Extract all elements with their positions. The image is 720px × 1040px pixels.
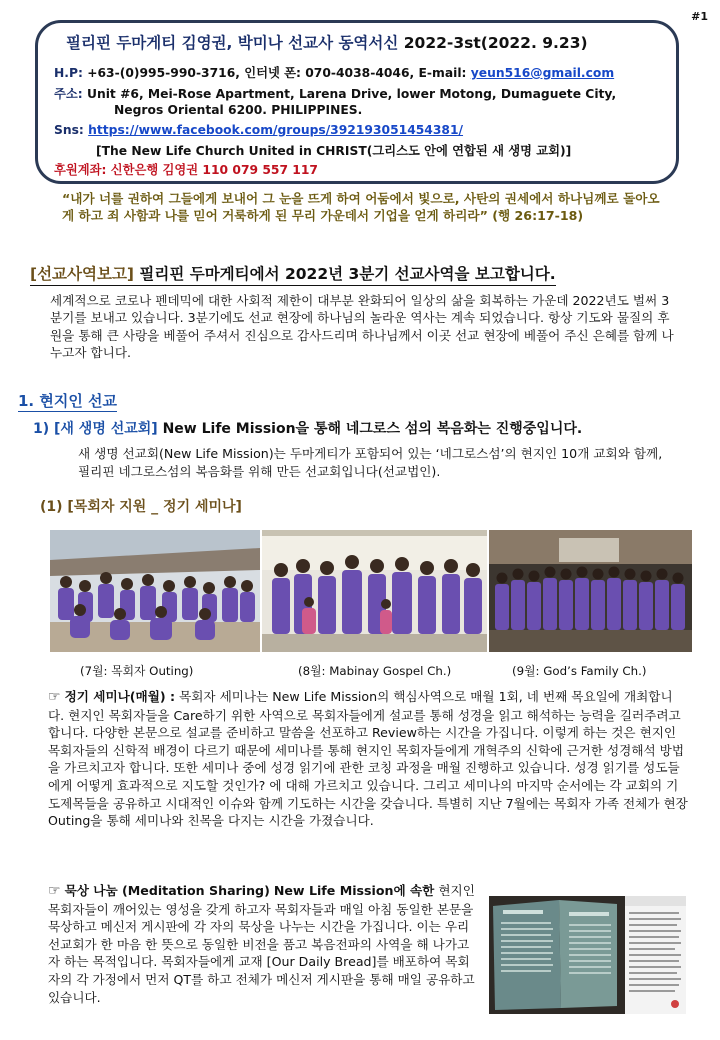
- account-value: 신한은행 김영권 110 079 557 117: [110, 163, 318, 177]
- meditation-title: 묵상 나눔 (Meditation Sharing): [64, 883, 270, 898]
- photo-caption-outing: (7월: 목회자 Outing): [80, 664, 194, 678]
- address-label: 주소:: [54, 87, 83, 101]
- subsection-description: 새 생명 선교회(New Life Mission)는 두마게티가 포함되어 있는 ‘네그로스섬’의 현지인 10개 교회와 함께, 필리핀 네그로스섬의 복음화를 위해 만든 선교회입니다(선교법인).: [78, 446, 663, 479]
- bible-verse: “내가 너를 권하여 그들에게 보내어 그 눈을 뜨게 하여 어둠에서 빛으로, 사탄의 권세에서 하나님께로 돌아오게 하고 죄 사함과 나를 믿어 거룩하게 된 무리 가운데서 기업을 얻게 하리라” (행 26:17-18): [62, 191, 660, 223]
- subsection-heading-seminar: (1) [목회자 지원 _ 정기 세미나]: [40, 499, 242, 515]
- meditation-title-tail: New Life Mission에 속한: [273, 883, 435, 898]
- contact-line: [54, 63, 614, 81]
- address-line-1: Unit #6, Mei-Rose Apartment, Larena Drive, lower Motong, Dumaguete City,: [86, 87, 617, 101]
- seminar-title: 정기 세미나(매월) :: [64, 689, 176, 704]
- seminar-text: 목회자 세미나는 New Life Mission의 핵심사역으로 매월 1회, 네 번째 목요일에 개최합니다. 현지인 목회자들을 Care하기 위한 사역으로 목회자들에게 설교를 통해 성경을 읽고 해석하는 능력을 길러주려고 합니다. 다양한 본문으로 설교를 준비하고 말씀을 선포하고 Review하는 시간을 가집니다. 이렇게 하는 것은 현지인 목회자들의 신학적 배경이 다르기 때문에 세미나를 통해 현지인 목회자들에게 개혁주의 신학에 근거한 성경해석 방법을 가르치고자 합니다. 또한 세미나 중에 성경 읽기에 관한 코칭 과정을 매월 진행하고 있습니다. 성경 읽기를 성도들에게 어떻게 효과적으로 지도할 것인가? 에 대해 가르치고 있습니다. 그리고 세미나의 마지막 순서에는 각 교회의 기도제목들을 공유하고 시대적인 이슈와 함께 기도하는 시간을 갖습니다. 특별히 지난 7월에는 목회자 가족 전체가 현장 Outing을 통해 세미나와 친목을 다지는 시간을 가졌습니다.: [48, 689, 688, 829]
- photo-caption-gods-family: (9월: God’s Family Ch.): [512, 664, 647, 678]
- report-title: [30, 262, 556, 286]
- letter-title-text: 필리핀 두마게티 김영권, 박미나 선교사 동역서신: [66, 34, 399, 52]
- letter-date: 2022-3st(2022. 9.23): [403, 34, 588, 52]
- photo-caption-mabinay: (8월: Mabinay Gospel Ch.): [298, 664, 452, 678]
- sns-label: Sns:: [54, 123, 84, 137]
- photo-mabinay-gospel-church: [262, 530, 487, 652]
- subsection-heading-new-life-mission: [33, 418, 582, 438]
- report-tag: [선교사역보고]: [30, 265, 135, 283]
- sns-link[interactable]: https://www.facebook.com/groups/392193051454381/: [88, 123, 464, 137]
- report-title-text: 필리핀 두마게티에서 2022년 3분기 선교사역을 보고합니다.: [139, 265, 556, 283]
- meditation-text: 현지인 목회자들이 깨어있는 영성을 갖게 하고자 목회자들과 매일 아침 동일한 본문을 묵상하고 메신저 게시판에 각 자의 묵상을 나누는 시간을 가집니다. 이는 우리 선교회가 한 마음 한 뜻으로 동일한 비전을 품고 복음전파의 사역을 해 나가고자 하는 목적입니다. 목회자들에게 교재 [Our Daily Bread]를 배포하여 목회자의 각 가정에서 먼저 QT를 하고 전체가 메신저 게시판을 통해 매일 공유하고 있습니다.: [48, 883, 475, 1005]
- email-link[interactable]: yeun516@gmail.com: [470, 66, 615, 80]
- subsection-tag: 1) [새 생명 선교회]: [33, 421, 158, 437]
- sns-line: [54, 123, 463, 137]
- header-box: [35, 20, 679, 184]
- photo-gods-family-church: [489, 530, 692, 652]
- photo-daily-bread-book: [489, 896, 686, 1014]
- photo-pastor-outing: [50, 530, 260, 652]
- photo-daily-bread-book-image: [489, 896, 686, 1014]
- photo-pastor-outing-image: [50, 530, 260, 652]
- photo-gods-family-church-image: [489, 530, 692, 652]
- meditation-paragraph: [48, 882, 478, 1006]
- letter-title: [66, 31, 588, 53]
- page-number: #1: [691, 10, 708, 23]
- photo-mabinay-gospel-church-image: [262, 530, 487, 652]
- address-line-2: Negros Oriental 6200. PHILIPPINES.: [114, 103, 363, 117]
- hp-value: +63-(0)995-990-3716, 인터넷 폰: 070-4038-4046, E-mail:: [87, 66, 467, 80]
- hp-label: H.P:: [54, 66, 83, 80]
- address-line: [54, 84, 616, 102]
- seminar-paragraph: [48, 688, 688, 830]
- section-heading-local-mission: 1. 현지인 선교: [18, 392, 118, 410]
- pointing-hand-icon: ☞: [48, 689, 61, 705]
- pointing-hand-icon: ☞: [48, 883, 61, 899]
- intro-paragraph: 세계적으로 코로나 펜데믹에 대한 사회적 제한이 대부분 완화되어 일상의 삶을 회복하는 가운데 2022년도 벌써 3분기를 보내고 있습니다. 3분기에도 선교 현장에 하나님의 놀라운 역사는 계속 되었습니다. 항상 기도와 물질의 후원을 통해 큰 사랑을 베풀어 주셔서 진심으로 감사드리며 하나님께서 이곳 선교 현장에 베풀어 주신 은혜를 함께 나누고자 합니다.: [50, 293, 674, 360]
- account-label: 후원계좌:: [54, 163, 107, 177]
- church-name: [The New Life Church United in CHRIST(그리스도 안에 연합된 새 생명 교회)]: [96, 144, 572, 158]
- subsection-title: New Life Mission을 통해 네그로스 섬의 복음화는 진행중입니다.: [162, 421, 583, 437]
- account-line: [54, 160, 318, 178]
